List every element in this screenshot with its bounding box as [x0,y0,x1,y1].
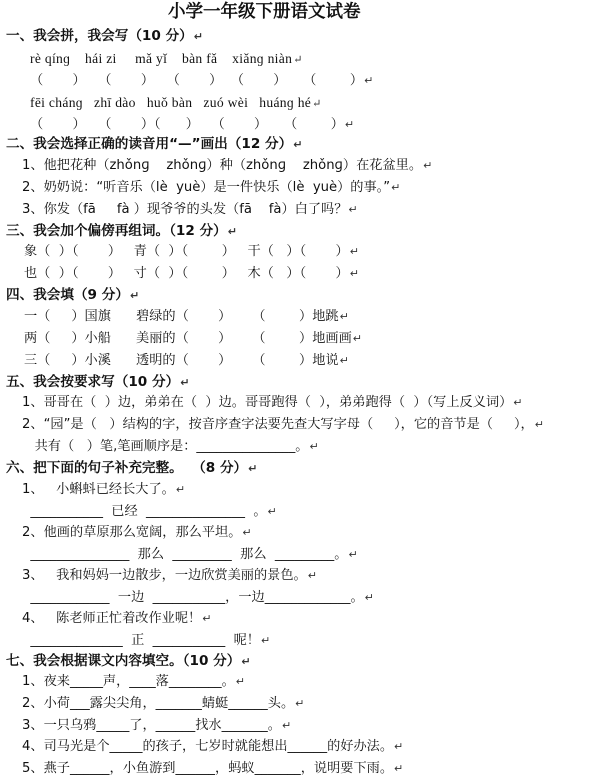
line-text: ___________ 已经 _______________ 。 [22,504,267,519]
line-text: （ ） （ ）（ ） （ ） （ ） [30,117,344,132]
exam-line [22,695,304,713]
paragraph-mark-icon: ↵ [534,418,544,431]
line-text: 共有（ ）笔,笔画顺序是：_______________。 [22,439,309,454]
paragraph-mark-icon: ↵ [227,225,237,238]
exam-line [22,589,374,607]
paragraph-mark-icon: ↵ [180,376,190,389]
line-text: 也（ ）（ ） 寸（ ）（ ） 木（ ）（ ） [24,266,349,281]
page-title [168,3,361,21]
paragraph-mark-icon: ↵ [242,526,252,539]
line-text: ______________ 正 ___________ 呢！ [22,633,260,648]
paragraph-mark-icon: ↵ [267,505,277,518]
paragraph-mark-icon: ↵ [175,483,186,496]
paragraph-mark-icon: ↵ [339,354,349,367]
line-text: rè qínɡ hái zi mǎ yǐ bàn fǎ xiǎnɡ niàn [30,51,293,66]
section-heading [6,286,139,305]
paragraph-mark-icon: ↵ [295,697,305,710]
exam-line [30,50,303,69]
exam-line [24,265,359,283]
line-text: 七、我会根据课文内容填空。（10 分） [6,653,241,669]
section-heading [6,459,257,478]
paragraph-mark-icon: ↵ [348,548,358,561]
exam-line [22,503,277,521]
paragraph-mark-icon: ↵ [307,569,317,582]
exam-line [24,243,359,261]
line-text: 两（ ）小船 美丽的（ ） （ ）地画画 [24,331,352,346]
exam-line [22,438,319,456]
line-text: 3、 我和妈妈一边散步，一边欣赏美丽的景色。 [22,568,307,583]
paragraph-mark-icon: ↵ [349,245,359,258]
exam-line [22,760,403,778]
section-heading [6,373,189,392]
exam-line [22,738,403,756]
line-text: _______________ 那么 _________ 那么 _________。 [22,547,348,562]
line-text: 3、一只乌鸦_____了，______找水_______。 [22,718,281,733]
paragraph-mark-icon: ↵ [339,310,349,323]
paragraph-mark-icon: ↵ [293,54,303,66]
exam-line [22,179,400,197]
line-text: 四、我会填（9 分） [6,287,129,303]
line-text: 2、小荷___露尖尖角，_______蜻蜓______头。 [22,696,295,711]
line-text: 3、你发（fā fà ）现爷爷的头发（fā fà）白了吗？ [22,202,348,217]
exam-line [22,524,252,542]
paragraph-mark-icon: ↵ [348,203,358,216]
paragraph-mark-icon: ↵ [394,762,404,775]
line-text: 2、他画的草原那么宽阔，那么平坦。 [22,525,242,540]
paragraph-mark-icon: ↵ [193,30,203,43]
section-heading [6,27,203,46]
paragraph-mark-icon: ↵ [293,138,303,151]
exam-line [22,632,270,650]
line-text: 2、“园”是（ ）结构的字，按音序查字法要先查大写字母（ ），它的音节是（ ）， [22,417,534,432]
line-text: 一（ ）国旗 碧绿的（ ） （ ）地跳 [24,309,339,324]
exam-line [22,717,291,735]
line-text: fēi chánɡ zhī dào huǒ bàn zuó wèi huánɡ hé [30,95,312,110]
section-heading [6,135,302,154]
paragraph-mark-icon: ↵ [349,267,359,280]
paragraph-mark-icon: ↵ [241,655,251,668]
line-text: 1、他把花种（zhǒnɡ zhǒnɡ）种（zhǒnɡ zhǒnɡ）在花盆里。 [22,158,423,173]
exam-line [22,673,245,691]
exam-line [30,94,322,113]
exam-line [22,567,317,585]
paragraph-mark-icon: ↵ [260,634,271,647]
exam-line [22,481,185,499]
exam-line [24,330,362,348]
line-text: 象（ ）（ ） 青（ ）（ ） 干（ ）（ ） [24,244,349,259]
paragraph-mark-icon: ↵ [391,181,401,194]
line-text: 小学一年级下册语文试卷 [168,2,361,22]
paragraph-mark-icon: ↵ [513,396,523,409]
paragraph-mark-icon: ↵ [312,98,322,110]
line-text: 2、奶奶说：“听音乐（lè yuè）是一件快乐（lè yuè）的事。” [22,180,391,195]
paragraph-mark-icon: ↵ [248,462,258,475]
line-text: 1、 小蝌蚪已经长大了。 [22,482,175,497]
exam-line [30,116,354,134]
exam-line [22,546,358,564]
section-heading [6,222,237,241]
line-text: 1、夜来_____声，____落________。 [22,674,235,689]
line-text: 五、我会按要求写（10 分） [6,374,180,390]
line-text: ____________ 一边 ___________，一边_____________。 [22,590,364,605]
exam-line [22,610,211,628]
line-text: 1、哥哥在（ ）边，弟弟在（ ）边。哥哥跑得（ ），弟弟跑得（ ）（写上反义词） [22,395,513,410]
section-heading [6,652,251,671]
line-text: 一、我会拼，我会写（10 分） [6,28,193,44]
paragraph-mark-icon: ↵ [364,74,374,87]
line-text: 二、我会选择正确的读音用“—”画出（12 分） [6,136,293,152]
paragraph-mark-icon: ↵ [309,440,319,453]
exam-line [24,352,349,370]
line-text: 4、 陈老师正忙着改作业呢！ [22,611,202,626]
exam-line [30,72,373,90]
paragraph-mark-icon: ↵ [202,612,212,625]
line-text: 六、把下面的句子补充完整。 （8 分） [6,460,248,476]
paragraph-mark-icon: ↵ [129,289,140,302]
line-text: 5、燕子______，小鱼游到______，蚂蚁_______，说明要下雨。 [22,761,394,776]
paragraph-mark-icon: ↵ [235,675,246,688]
paragraph-mark-icon: ↵ [352,332,362,345]
paragraph-mark-icon: ↵ [344,118,355,131]
exam-line [22,416,544,434]
line-text: （ ） （ ） （ ） （ ） （ ） [30,73,364,88]
line-text: 三（ ）小溪 透明的（ ） （ ）地说 [24,353,339,368]
paragraph-mark-icon: ↵ [364,591,374,604]
paragraph-mark-icon: ↵ [281,719,292,732]
exam-line [24,308,349,326]
line-text: 三、我会加个偏傍再组词。（12 分） [6,223,227,239]
exam-line [22,201,358,219]
exam-line [22,157,432,175]
paragraph-mark-icon: ↵ [394,740,404,753]
exam-line [22,394,523,412]
paragraph-mark-icon: ↵ [423,159,433,172]
line-text: 4、司马光是个_____的孩子，七岁时就能想出______的好办法。 [22,739,394,754]
